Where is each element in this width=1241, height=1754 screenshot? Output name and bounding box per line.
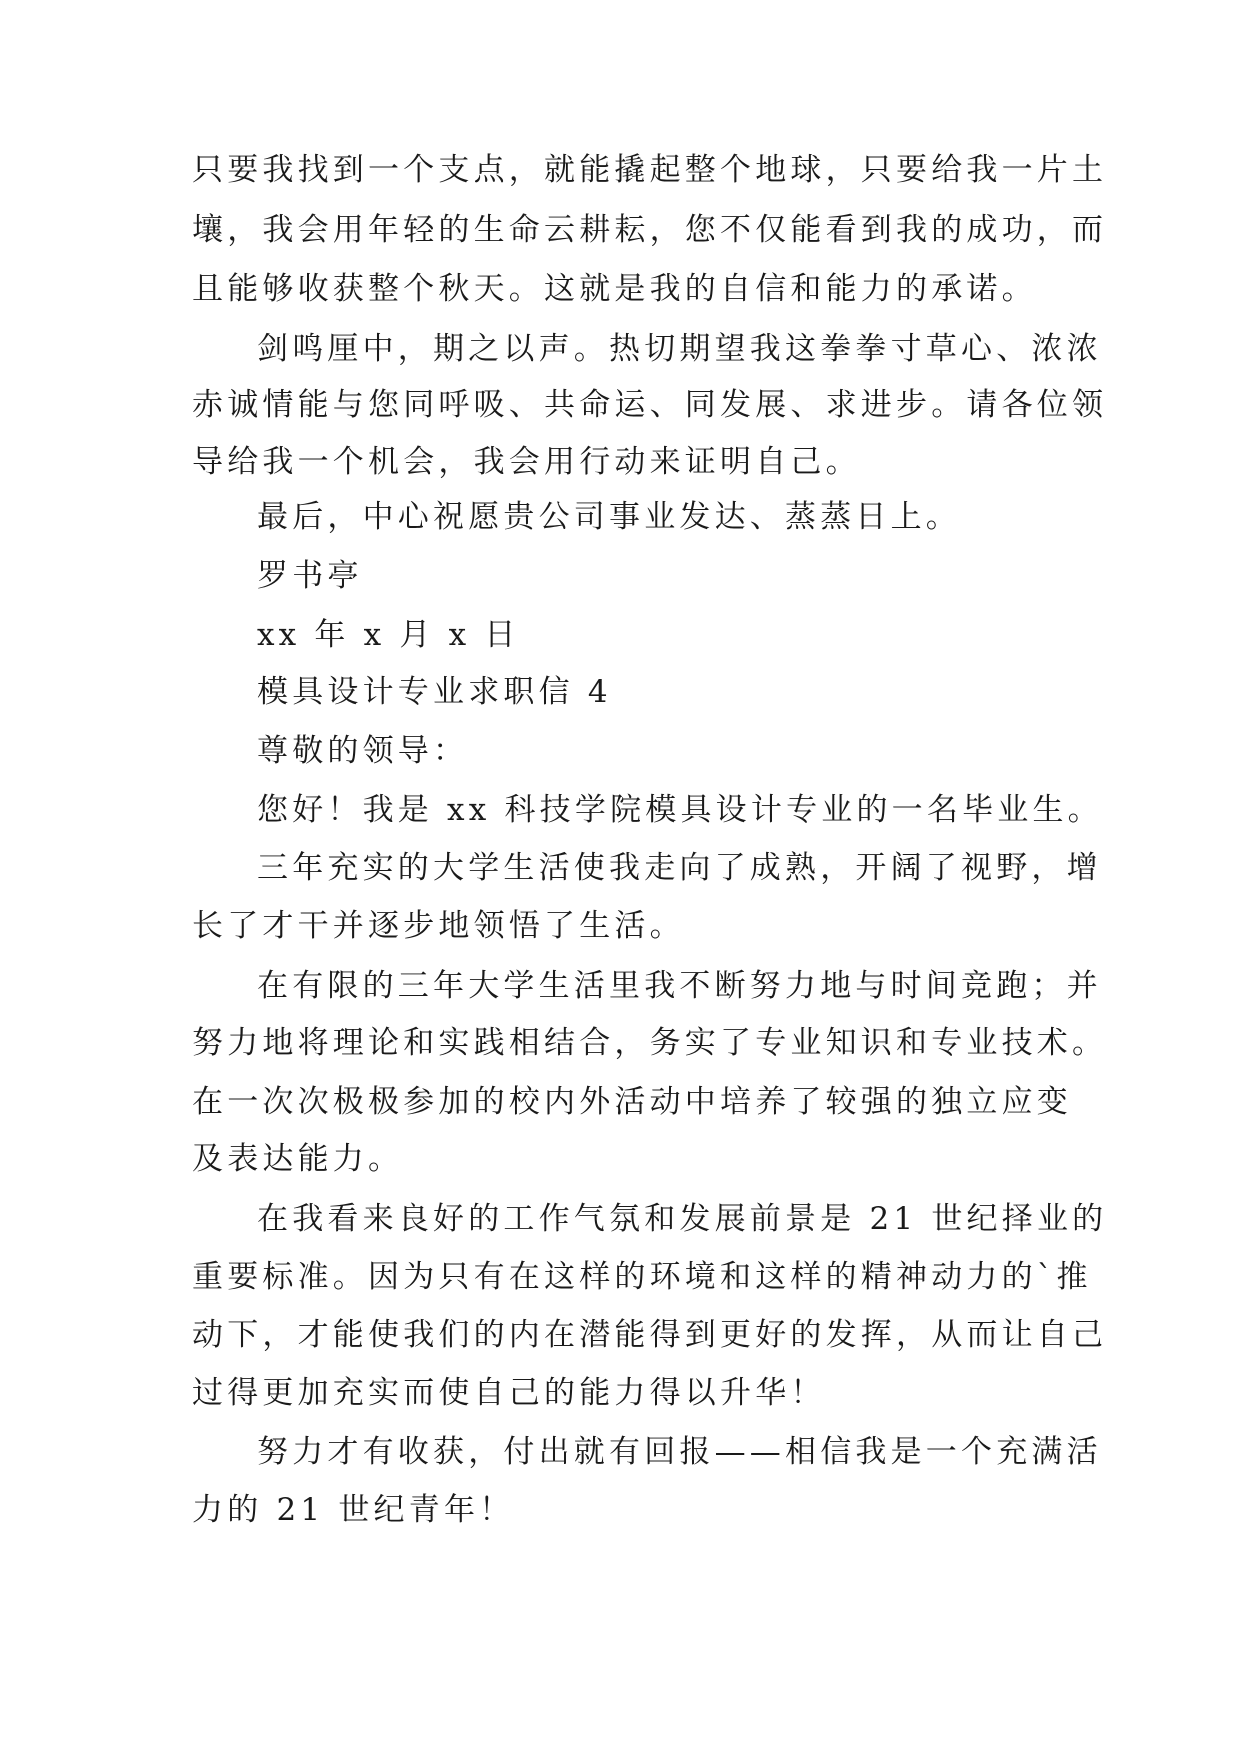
text-line: 在有限的三年大学生活里我不断努力地与时间竞跑；并 bbox=[257, 968, 1102, 1004]
greeting-line: 您好！我是 xx 科技学院模具设计专业的一名毕业生。 bbox=[257, 792, 1103, 828]
text-line: 在一次次极极参加的校内外活动中培养了较强的独立应变 bbox=[192, 1084, 1072, 1120]
text-line: 赤诚情能与您同呼吸、共命运、同发展、求进步。请各位领 bbox=[192, 387, 1108, 423]
closing-line: 最后，中心祝愿贵公司事业发达、蒸蒸日上。 bbox=[257, 499, 961, 535]
text-line: 力的 21 世纪青年！ bbox=[192, 1492, 515, 1528]
section-title: 模具设计专业求职信 4 bbox=[257, 674, 612, 710]
text-line: 动下，才能使我们的内在潜能得到更好的发挥，从而让自己 bbox=[192, 1317, 1108, 1353]
text-line: 过得更加充实而使自己的能力得以升华！ bbox=[192, 1375, 826, 1411]
signature-name: 罗书亭 bbox=[257, 558, 363, 594]
text-line: 剑鸣厘中，期之以声。热切期望我这拳拳寸草心、浓浓 bbox=[257, 331, 1102, 367]
signature-date: xx 年 x 月 x 日 bbox=[257, 617, 520, 653]
text-line: 及表达能力。 bbox=[192, 1141, 404, 1177]
text-line: 重要标准。因为只有在这样的环境和这样的精神动力的`推 bbox=[192, 1259, 1092, 1295]
text-line: 壤，我会用年轻的生命云耕耘，您不仅能看到我的成功，而 bbox=[192, 212, 1108, 248]
text-line: 在我看来良好的工作气氛和发展前景是 21 世纪择业的 bbox=[257, 1201, 1108, 1237]
text-line: 三年充实的大学生活使我走向了成熟，开阔了视野，增 bbox=[257, 850, 1102, 886]
text-line: 导给我一个机会，我会用行动来证明自己。 bbox=[192, 444, 861, 480]
text-line: 努力才有收获，付出就有回报——相信我是一个充满活 bbox=[257, 1434, 1102, 1470]
text-line: 且能够收获整个秋天。这就是我的自信和能力的承诺。 bbox=[192, 271, 1037, 307]
text-line: 只要我找到一个支点，就能撬起整个地球，只要给我一片土 bbox=[192, 152, 1108, 188]
salutation: 尊敬的领导： bbox=[257, 733, 469, 769]
text-line: 努力地将理论和实践相结合，务实了专业知识和专业技术。 bbox=[192, 1025, 1108, 1061]
text-line: 长了才干并逐步地领悟了生活。 bbox=[192, 908, 685, 944]
